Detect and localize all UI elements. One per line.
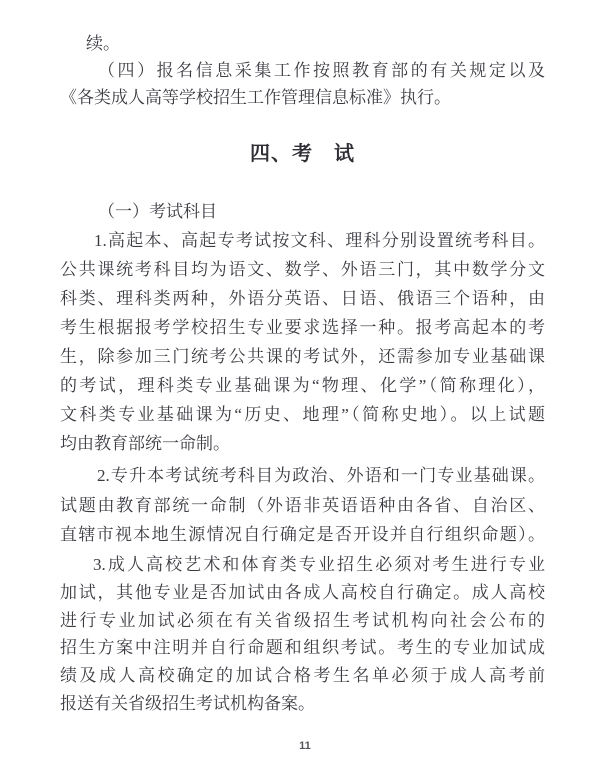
page-number: 11 xyxy=(299,740,311,752)
text-line: 续。 xyxy=(86,34,120,53)
text-line: 3.成人高校艺术和体育类专业招生必须对考生进行专业 xyxy=(93,555,545,574)
text-line: 生，除参加三门统考公共课的考试外，还需参加专业基础课 xyxy=(60,347,545,366)
text-line: 文科类专业基础课为“历史、地理”（简称史地）。以上试题 xyxy=(60,405,545,424)
text-line: 招生方案中注明并自行命题和组织考试。考生的专业加试成 xyxy=(60,638,545,658)
text-line: 进行专业加试必须在有关省级招生考试机构向社会公布的 xyxy=(60,610,545,630)
text-line: 均由教育部统一命制。 xyxy=(60,434,230,453)
text-line: 绩及成人高校确定的加试合格考生名单必须于成人高考前 xyxy=(60,666,545,686)
text-line: 直辖市视本地生源情况自行确定是否开设并自行组织命题）。 xyxy=(60,525,545,544)
text-line: 1.高起本、高起专考试按文科、理科分别设置统考科目。 xyxy=(94,231,545,250)
paragraph-exam-subjects-1 xyxy=(60,226,545,458)
text-line: 《各类成人高等学校招生工作管理信息标准》执行。 xyxy=(60,88,451,107)
text-line: 公共课统考科目均为语文、数学、外语三门，其中数学分文 xyxy=(60,260,545,279)
text-line: 试题由教育部统一命制（外语非英语语种由各省、自治区、 xyxy=(60,495,545,515)
text-line: 2.专升本考试统考科目为政治、外语和一门专业基础课。 xyxy=(97,466,545,485)
text-line: 加试，其他专业是否加试由各成人高校自行确定。成人高校 xyxy=(60,582,545,602)
text-line: 的考试，理科类专业基础课为“物理、化学”（简称理化）， xyxy=(60,376,545,395)
section-heading: 四、考 试 xyxy=(250,143,355,165)
text-line: 报送有关省级招生考试机构备案。 xyxy=(60,693,315,713)
top-continuation-paragraph xyxy=(60,30,545,111)
paragraph-exam-subjects-3 xyxy=(60,551,545,718)
subsection-heading: （一）考试科目 xyxy=(98,202,217,221)
text-line: （四）报名信息采集工作按照教育部的有关规定以及 xyxy=(98,61,545,80)
text-line: 科类、理科类两种，外语分英语、日语、俄语三个语种，由 xyxy=(60,289,545,308)
text-line: 考生根据报考学校招生专业要求选择一种。报考高起本的考 xyxy=(60,318,545,337)
paragraph-exam-subjects-2 xyxy=(60,461,545,550)
